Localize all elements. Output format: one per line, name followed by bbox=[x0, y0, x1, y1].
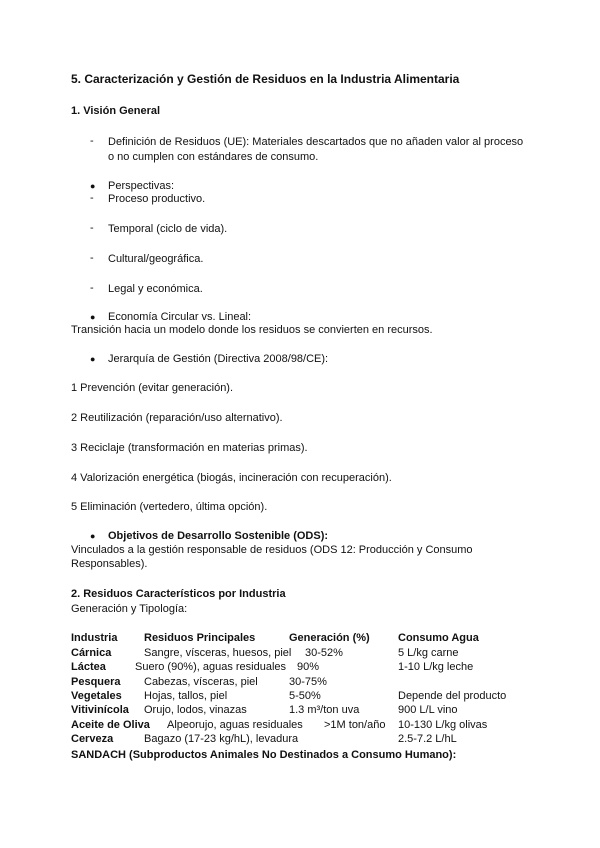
cell-agua: 1-10 L/kg leche bbox=[398, 661, 474, 673]
jerarquia-item: 5 Eliminación (vertedero, última opción). bbox=[71, 501, 268, 513]
cell-residuos: Alpeorujo, aguas residuales bbox=[167, 719, 303, 731]
table-row bbox=[71, 704, 531, 718]
definition-line-2: o no cumplen con estándares de consumo. bbox=[108, 151, 319, 163]
persp-item: Temporal (ciclo de vida). bbox=[108, 223, 228, 235]
bullet-dot: ● bbox=[90, 181, 96, 191]
cell-industria: Pesquera bbox=[71, 676, 121, 688]
section-2-subtitle: Generación y Tipología: bbox=[71, 603, 188, 615]
table-row bbox=[71, 690, 531, 704]
jerarquia-item: 1 Prevención (evitar generación). bbox=[71, 382, 234, 394]
perspectivas-label: Perspectivas: bbox=[108, 180, 175, 192]
cell-generacion: >1M ton/año bbox=[324, 719, 386, 731]
page-title: 5. Caracterización y Gestión de Residuos en la Industria Alimentaria bbox=[71, 72, 460, 86]
jerarquia-item: 2 Reutilización (reparación/uso alternativo). bbox=[71, 412, 283, 424]
cell-agua: 10-130 L/kg olivas bbox=[398, 719, 488, 731]
section-2-heading: 2. Residuos Característicos por Industria bbox=[71, 588, 286, 600]
persp-item: Proceso productivo. bbox=[108, 193, 206, 205]
cell-generacion: 30-75% bbox=[289, 676, 327, 688]
bullet-dot: ● bbox=[90, 531, 96, 541]
dash-marker: - bbox=[90, 252, 94, 264]
cell-residuos: Hojas, tallos, piel bbox=[144, 690, 228, 702]
ods-title: Objetivos de Desarrollo Sostenible (ODS): bbox=[108, 530, 329, 542]
cell-agua: 900 L/L vino bbox=[398, 704, 458, 716]
table-row bbox=[71, 661, 531, 675]
cell-generacion: 1.3 m³/ton uva bbox=[289, 704, 360, 716]
cell-residuos: Orujo, lodos, vinazas bbox=[144, 704, 247, 716]
header-generacion: Generación (%) bbox=[289, 632, 370, 644]
definition-line-1: Definición de Residuos (UE): Materiales descartados que no añaden valor al proceso bbox=[108, 136, 524, 148]
cell-generacion: 30-52% bbox=[305, 647, 343, 659]
table-row bbox=[71, 719, 531, 733]
cell-generacion: 90% bbox=[297, 661, 320, 673]
persp-item: Legal y económica. bbox=[108, 283, 203, 295]
cell-residuos: Suero (90%), aguas residuales bbox=[135, 661, 287, 673]
cell-industria: Cerveza bbox=[71, 733, 114, 745]
sandach-heading: SANDACH (Subproductos Animales No Destinados a Consumo Humano): bbox=[71, 749, 457, 761]
cell-residuos: Bagazo (17-23 kg/hL), levadura bbox=[144, 733, 299, 745]
bullet-dot: ● bbox=[90, 312, 96, 322]
table-row bbox=[71, 647, 531, 661]
ods-line-2: Responsables). bbox=[71, 558, 148, 570]
cell-residuos: Sangre, vísceras, huesos, piel bbox=[144, 647, 292, 659]
header-agua: Consumo Agua bbox=[398, 632, 479, 644]
cell-industria: Cárnica bbox=[71, 647, 112, 659]
jerarquia-label: Jerarquía de Gestión (Directiva 2008/98/CE): bbox=[108, 353, 329, 365]
persp-item: Cultural/geográfica. bbox=[108, 253, 204, 265]
cell-agua: 5 L/kg carne bbox=[398, 647, 459, 659]
cell-industria: Láctea bbox=[71, 661, 106, 673]
section-1-heading: 1. Visión General bbox=[71, 105, 161, 117]
cell-industria: Aceite de Oliva bbox=[71, 719, 150, 731]
header-residuos: Residuos Principales bbox=[144, 632, 256, 644]
dash-marker: - bbox=[90, 192, 94, 204]
transicion-text: Transición hacia un modelo donde los residuos se convierten en recursos. bbox=[71, 324, 433, 336]
bullet-dot: ● bbox=[90, 354, 96, 364]
dash-marker: - bbox=[90, 135, 94, 147]
table-header bbox=[71, 632, 531, 646]
cell-agua: Depende del producto bbox=[398, 690, 507, 702]
table-row bbox=[71, 733, 531, 747]
economia-label: Economía Circular vs. Lineal: bbox=[108, 311, 252, 323]
cell-agua: 2.5-7.2 L/hL bbox=[398, 733, 457, 745]
header-industria: Industria bbox=[71, 632, 118, 644]
ods-line-1: Vinculados a la gestión responsable de residuos (ODS 12: Producción y Consumo bbox=[71, 544, 473, 556]
jerarquia-item: 3 Reciclaje (transformación en materias primas). bbox=[71, 442, 308, 454]
cell-industria: Vitivinícola bbox=[71, 704, 129, 716]
table-row bbox=[71, 676, 531, 690]
jerarquia-item: 4 Valorización energética (biogás, incineración con recuperación). bbox=[71, 472, 392, 484]
dash-marker: - bbox=[90, 282, 94, 294]
dash-marker: - bbox=[90, 222, 94, 234]
cell-residuos: Cabezas, vísceras, piel bbox=[144, 676, 258, 688]
cell-industria: Vegetales bbox=[71, 690, 122, 702]
cell-generacion: 5-50% bbox=[289, 690, 321, 702]
